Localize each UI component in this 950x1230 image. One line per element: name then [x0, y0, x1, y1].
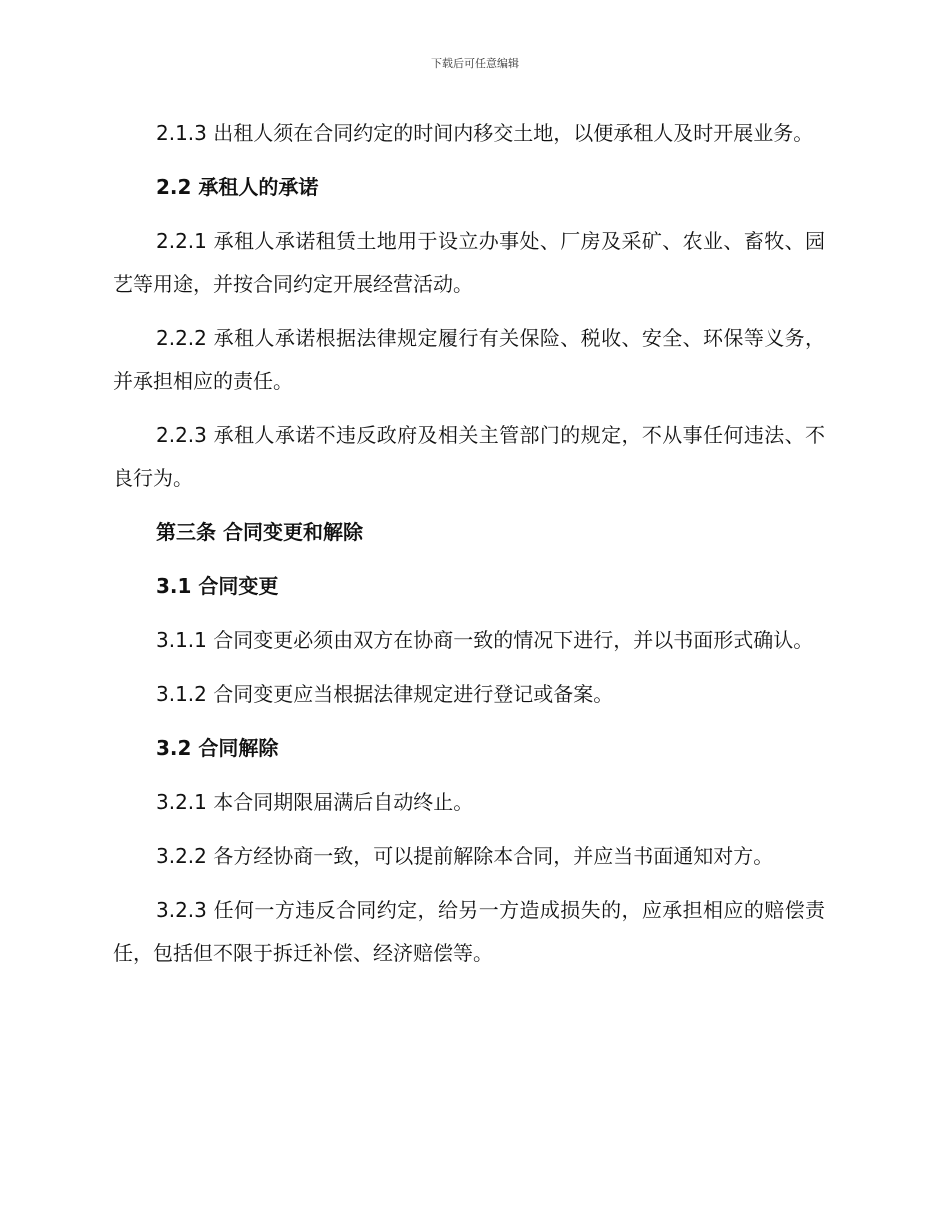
- clause-3-1-2: 3.1.2 合同变更应当根据法律规定进行登记或备案。: [156, 682, 614, 706]
- clause-3-2-1: 3.2.1 本合同期限届满后自动终止。: [156, 790, 474, 814]
- clause-3-1-1: 3.1.1 合同变更必须由双方在协商一致的情况下进行，并以书面形式确认。: [156, 628, 814, 652]
- clause-3-2-3: 3.2.3 任何一方违反合同约定，给另一方造成损失的，应承担相应的赔偿责任，包括但不限于拆迁补偿、经济赔偿等。: [113, 898, 825, 965]
- section-heading-3-1: 3.1 合同变更: [156, 574, 279, 598]
- article-heading-3: 第三条 合同变更和解除: [156, 520, 363, 544]
- document-body: [113, 112, 825, 986]
- clause-2-1-3: 2.1.3 出租人须在合同约定的时间内移交土地，以便承租人及时开展业务。: [156, 121, 814, 145]
- page-header-watermark: 下载后可任意编辑: [431, 57, 519, 70]
- section-heading-3-2: 3.2 合同解除: [156, 736, 279, 760]
- clause-3-2-2: 3.2.2 各方经协商一致，可以提前解除本合同，并应当书面通知对方。: [156, 844, 774, 868]
- section-heading-2-2: 2.2 承租人的承诺: [156, 175, 319, 199]
- clause-2-2-1: 2.2.1 承租人承诺租赁土地用于设立办事处、厂房及采矿、农业、畜牧、园艺等用途，并按合同约定开展经营活动。: [113, 229, 825, 296]
- clause-2-2-2: 2.2.2 承租人承诺根据法律规定履行有关保险、税收、安全、环保等义务，并承担相应的责任。: [113, 326, 825, 393]
- clause-2-2-3: 2.2.3 承租人承诺不违反政府及相关主管部门的规定，不从事任何违法、不良行为。: [113, 423, 825, 490]
